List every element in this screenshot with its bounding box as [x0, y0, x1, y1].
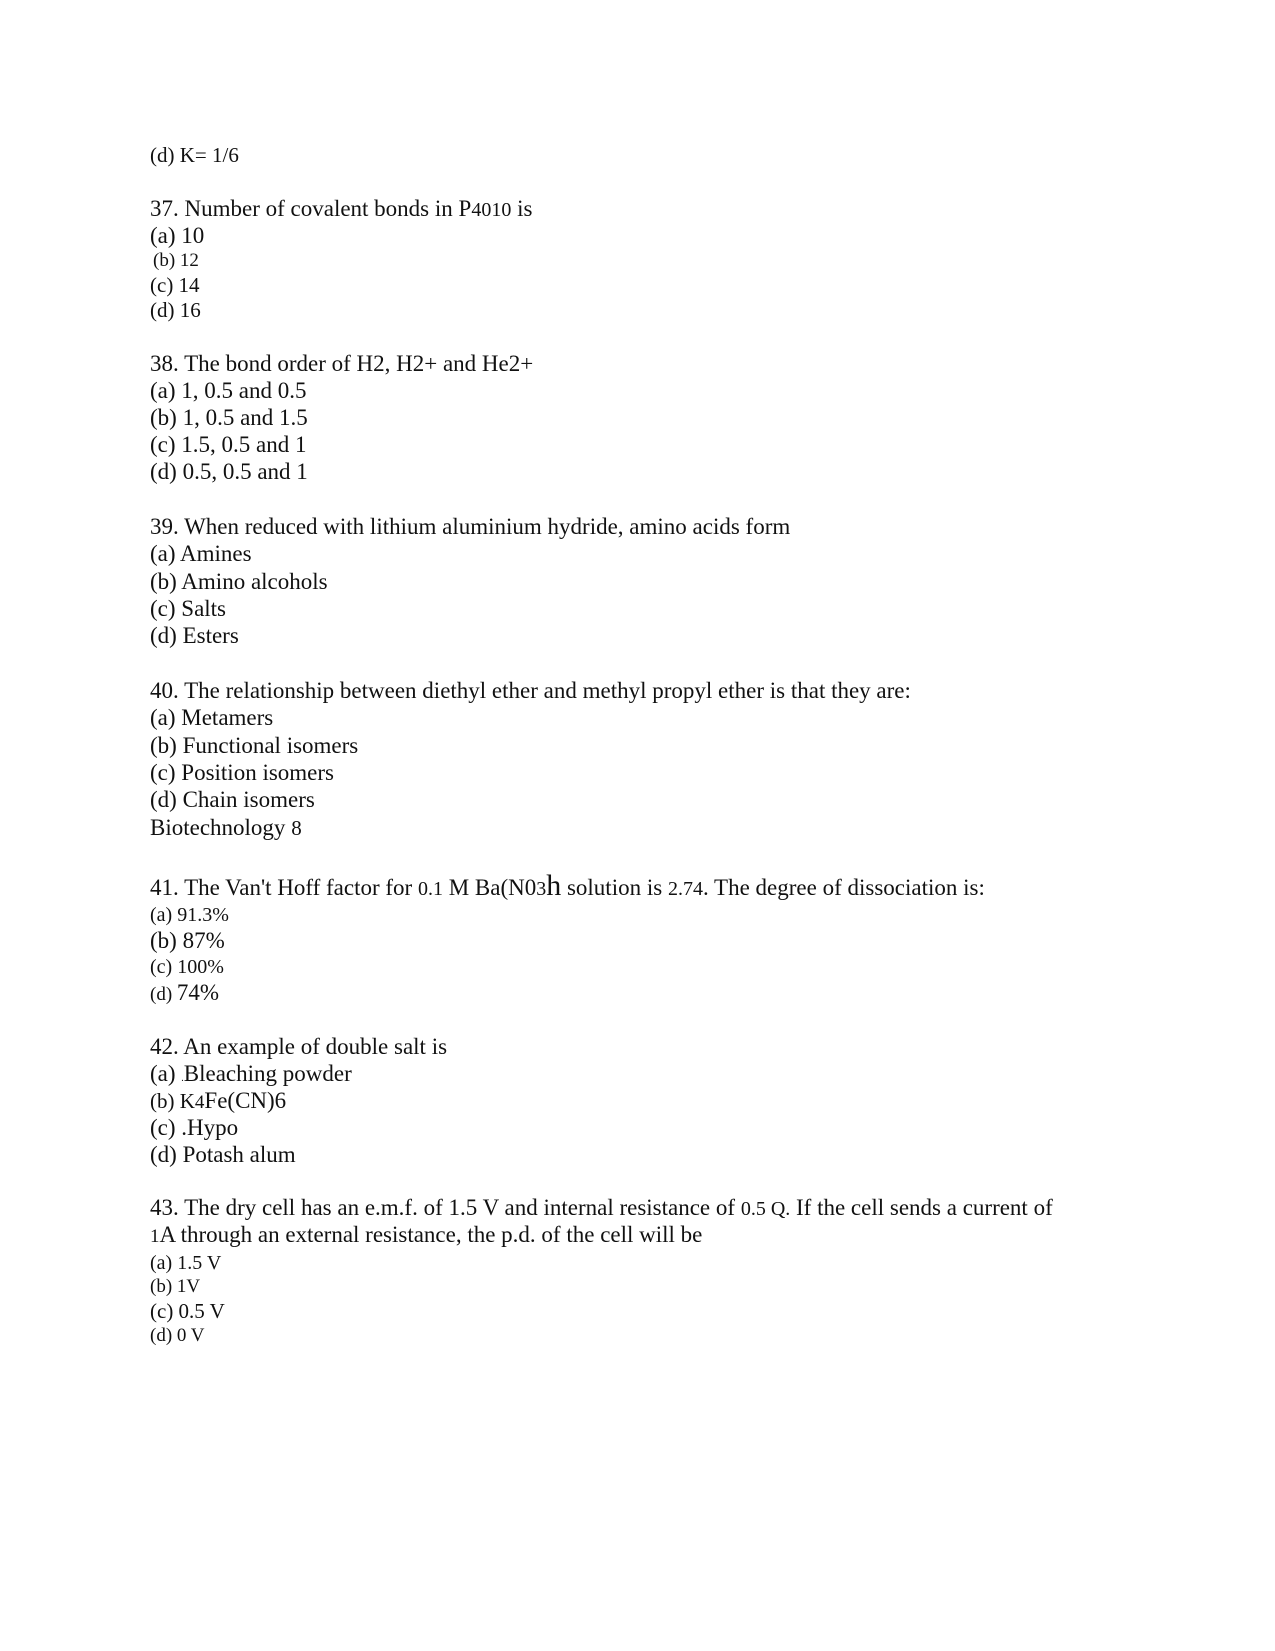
question-43-text-3: If the cell sends a current of [790, 1195, 1053, 1220]
question-41-glyph: h [546, 869, 562, 902]
question-43-text-2: V and internal resistance of [477, 1195, 741, 1220]
question-40-option-a: (a) Metamers [150, 705, 274, 730]
question-40-option-d: (d) Chain isomers [150, 787, 315, 812]
section-label [150, 814, 302, 842]
previous-option-d: (d) K= 1/6 [150, 143, 239, 167]
question-41-text-3: solution is [561, 875, 668, 900]
question-43-stem-line-1 [150, 1194, 1053, 1223]
question-43-text-1: 43. The dry cell has an e.m.f. of [150, 1195, 449, 1220]
question-41-option-a: (a) 91.3% [150, 904, 229, 926]
question-41-subscript: 3 [536, 878, 547, 900]
question-43-option-b: (b) 1V [150, 1276, 201, 1297]
question-38-stem: 38. The bond order of H2, H2+ and He2+ [150, 351, 534, 376]
question-37-stem [150, 195, 532, 224]
section-name: Biotechnology [150, 815, 292, 840]
question-37-option-c: (c) 14 [150, 273, 200, 297]
question-41-option-b: (b) 87% [150, 928, 225, 953]
question-41-option-d [150, 979, 219, 1009]
question-43-option-a: (a) 1.5 V [150, 1252, 222, 1274]
question-42-option-b-formula: Fe(CN)6 [204, 1088, 287, 1113]
question-42-stem: 42. An example of double salt is [150, 1034, 448, 1059]
question-43-resistance: 0.5 Q. [740, 1198, 791, 1220]
question-38-option-c: (c) 1.5, 0.5 and 1 [150, 432, 307, 457]
question-39-option-b: (b) Amino alcohols [150, 569, 328, 594]
question-37-option-d: (d) 16 [150, 298, 201, 322]
question-37-stem-text: 37. Number of covalent bonds in P [150, 196, 472, 221]
question-43-option-d: (d) 0 V [150, 1325, 205, 1346]
question-37-formula-subscript: 4010 [471, 199, 512, 221]
question-43-current: 1 [150, 1226, 160, 1247]
question-40-stem: 40. The relationship between diethyl ether and methyl propyl ether is that they are: [150, 678, 911, 703]
question-40-option-b: (b) Functional isomers [150, 733, 359, 758]
question-43-emf-value: 1.5 [448, 1195, 478, 1220]
question-38-option-d: (d) 0.5, 0.5 and 1 [150, 459, 308, 484]
question-39-option-d: (d) Esters [150, 623, 239, 648]
question-42-option-b-subscript: 4 [194, 1092, 205, 1113]
question-39-option-c: (c) Salts [150, 596, 227, 621]
question-42-option-a-text: Bleaching powder [183, 1061, 352, 1086]
question-41-concentration: 0.1 [417, 878, 443, 900]
question-42-option-b-label: (b) K [150, 1089, 195, 1113]
question-37-option-a: (a) 10 [150, 223, 205, 248]
question-38-option-b: (b) 1, 0.5 and 1.5 [150, 405, 308, 430]
question-43-stem-line-2 [150, 1221, 702, 1251]
question-37-stem-end: is [511, 196, 533, 221]
question-41-factor: 2.74 [667, 878, 703, 900]
question-39-option-a: (a) Amines [150, 541, 252, 566]
question-42-option-c: (c) .Hypo [150, 1115, 239, 1140]
question-41-option-d-value: 74% [176, 980, 220, 1005]
question-38-option-a: (a) 1, 0.5 and 0.5 [150, 378, 307, 403]
question-41-text-2: M Ba(N0 [442, 875, 537, 900]
question-41-text-1: 41. The Van't Hoff factor for [150, 875, 418, 900]
question-41-stem [150, 869, 985, 903]
question-42-option-b [150, 1087, 286, 1117]
question-42-option-a-dot: . [181, 1073, 184, 1084]
question-39-stem: 39. When reduced with lithium aluminium hydride, amino acids form [150, 514, 791, 539]
section-number: 8 [291, 816, 302, 840]
question-41-option-d-label: (d) [150, 984, 177, 1005]
question-41-option-c: (c) 100% [150, 956, 224, 978]
question-42-option-a-label: (a) [150, 1061, 182, 1086]
question-43-option-c: (c) 0.5 V [150, 1299, 225, 1323]
question-41-text-4: . The degree of dissociation is: [702, 875, 985, 900]
question-37-option-b: (b) 12 [153, 250, 199, 271]
question-43-text-4: A through an external resistance, the p.d. of the cell will be [159, 1222, 703, 1247]
question-42-option-d: (d) Potash alum [150, 1142, 296, 1167]
question-40-option-c: (c) Position isomers [150, 760, 334, 785]
